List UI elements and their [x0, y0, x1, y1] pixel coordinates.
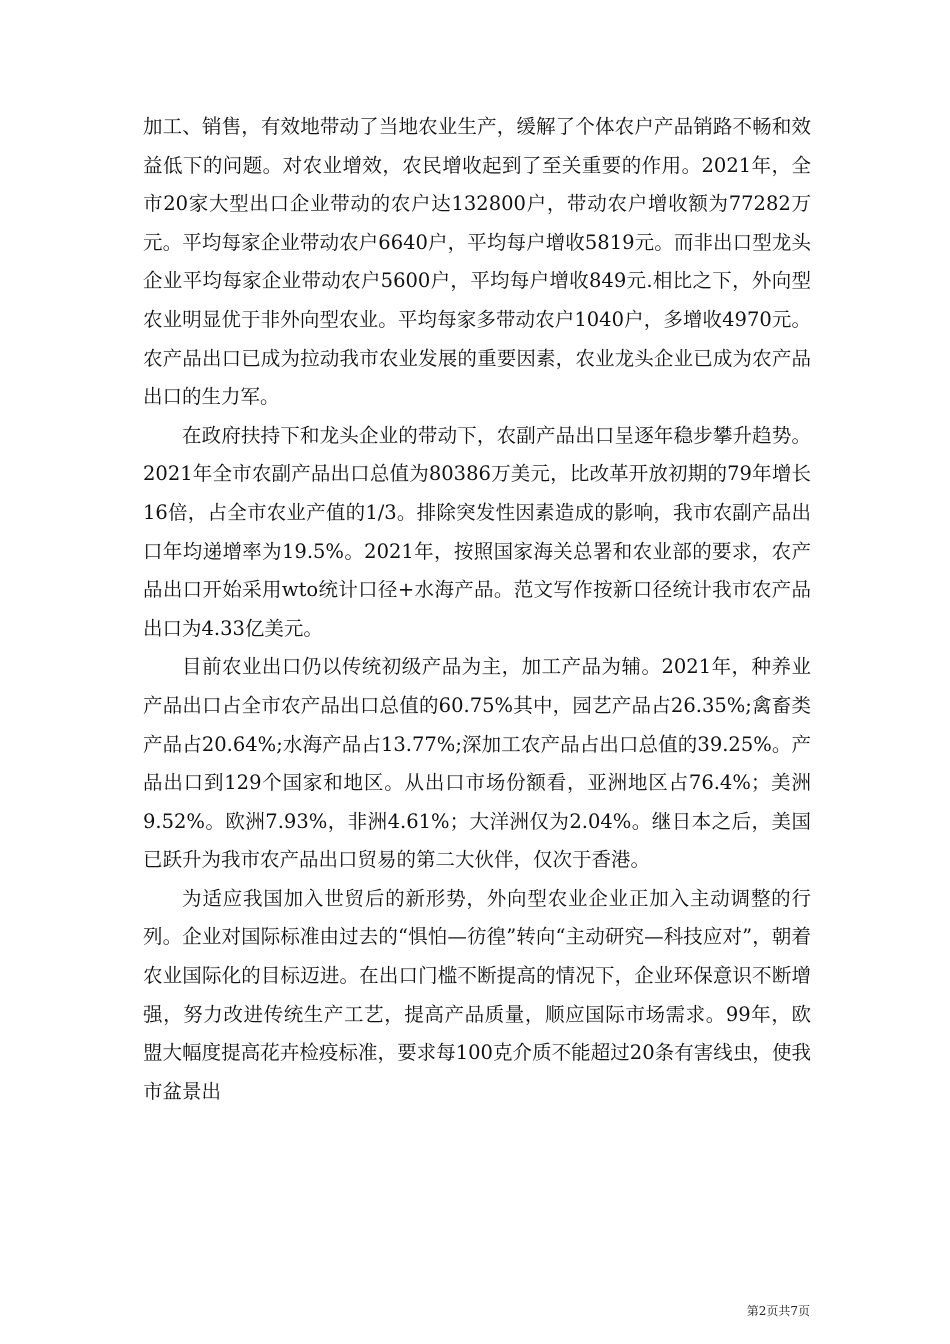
page-number: 第2页共7页 [746, 1304, 810, 1318]
paragraph-continuation: 加工、销售，有效地带动了当地农业生产，缓解了个体农户产品销路不畅和效益低下的问题。对农业增效，农民增收起到了至关重要的作用。2021年，全市20家大型出口企业带动的农户达132800户，带动农户增收额为77282万元。平均每家企业带动农户6640户，平均每户增收5819元。而非出口型龙头企业平均每家企业带动农户5600户，平均每户增收849元.相比之下，外向型农业明显优于非外向型农业。平均每家多带动农户1040户，多增收4970元。农产品出口已成为拉动我市农业发展的重要因素，农业龙头企业已成为农产品出口的生力军。 [143, 115, 811, 409]
paragraph-export-growth: 在政府扶持下和龙头企业的带动下，农副产品出口呈逐年稳步攀升趋势。2021年全市农副产品出口总值为80386万美元，比改革开放初期的79年增长16倍，占全市农业产值的1/3。排除突发性因素造成的影响，我市农副产品出口年均递增率为19.5%。2021年，按照国家海关总署和农业部的要求，农产品出口开始采用wto统计口径+水海产品。范文写作按新口径统计我市农产品出口为4.33亿美元。 [143, 423, 811, 640]
document-body [143, 108, 811, 1111]
paragraph-wto-adjustment: 为适应我国加入世贸后的新形势，外向型农业企业正加入主动调整的行列。企业对国际标准由过去的“惧怕—彷徨”转向“主动研究—科技应对”，朝着农业国际化的目标迈进。在出口门槛不断提高的情况下，企业环保意识不断增强，努力改进传统生产工艺，提高产品质量，顺应国际市场需求。99年，欧盟大幅度提高花卉检疫标准，要求每100克介质不能超过20条有害线虫，使我市盆景出 [143, 886, 811, 1103]
paragraph-export-structure: 目前农业出口仍以传统初级产品为主，加工产品为辅。2021年，种养业产品出口占全市农产品出口总值的60.75%其中，园艺产品占26.35%;禽畜类产品占20.64%;水海产品占13.77%;深加工农产品占出口总值的39.25%。产品出口到129个国家和地区。从出口市场份额看，亚洲地区占76.4%；美洲9.52%。欧洲7.93%，非洲4.61%；大洋洲仅为2.04%。继日本之后，美国已跃升为我市农产品出口贸易的第二大伙伴，仅次于香港。 [143, 655, 811, 872]
